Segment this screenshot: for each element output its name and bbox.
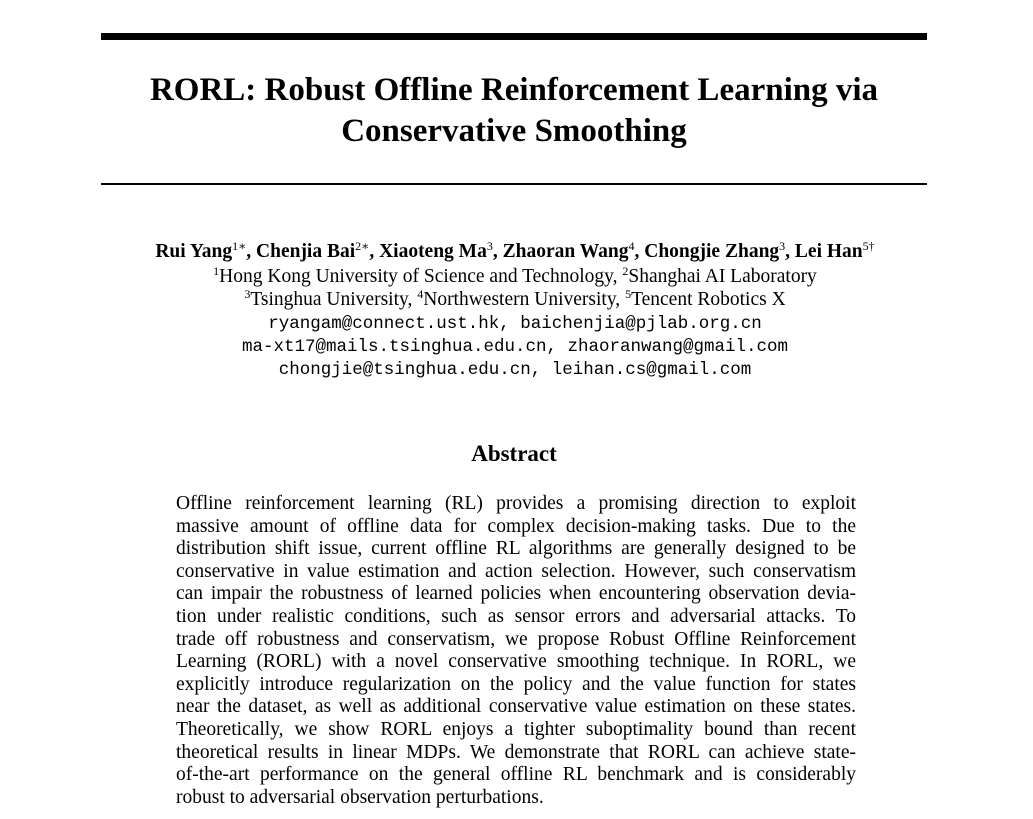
author-name: Rui Yang bbox=[155, 241, 233, 262]
affiliations-line-1 bbox=[60, 265, 970, 289]
abstract-line: Learning (RORL) with a novel conservative smoothing technique. In RORL, we bbox=[176, 651, 856, 673]
affiliation-name: Hong Kong University of Science and Technology, bbox=[219, 266, 623, 287]
top-rule bbox=[101, 33, 927, 40]
title-line-1: RORL: Robust Offline Reinforcement Learning via bbox=[149, 72, 879, 108]
paper-title bbox=[101, 70, 927, 152]
abstract-line: distribution shift issue, current offline RL algorithms are generally designed to be bbox=[176, 538, 856, 560]
affiliation-mark: 1 bbox=[213, 264, 220, 278]
email-line: ma-xt17@mails.tsinghua.edu.cn, zhaoranwang@gmail.com bbox=[241, 337, 789, 357]
author-name: Lei Han bbox=[794, 241, 863, 262]
affiliation-name: Shanghai AI Laboratory bbox=[628, 266, 817, 287]
affiliation-name: Tencent Robotics X bbox=[631, 289, 786, 310]
abstract-line: tion under realistic conditions, such as sensor errors and adversarial attacks. To bbox=[176, 605, 856, 627]
abstract-line: theoretical results in linear MDPs. We demonstrate that RORL can achieve state- bbox=[176, 741, 856, 763]
affiliation-mark: 2∗ bbox=[355, 239, 370, 253]
abstract-line: robust to adversarial observation perturbations. bbox=[176, 786, 544, 808]
affiliation-mark: 1 bbox=[232, 239, 239, 253]
affiliation-mark: 3 bbox=[486, 239, 493, 253]
abstract-body bbox=[176, 493, 856, 809]
abstract-line: explicitly introduce regularization on the policy and the value function for states bbox=[176, 673, 856, 695]
title-rule bbox=[101, 183, 927, 185]
affiliation-mark: 2 bbox=[622, 264, 629, 278]
author-separator: , bbox=[785, 241, 795, 262]
affiliation-mark: 4 bbox=[417, 287, 424, 301]
affiliations-line-2 bbox=[60, 288, 970, 312]
author-name: Xiaoteng Ma bbox=[379, 241, 487, 262]
email-line: chongjie@tsinghua.edu.cn, leihan.cs@gmail.com bbox=[278, 360, 752, 380]
affiliation-mark: 3 bbox=[779, 239, 786, 253]
email-line: ryangam@connect.ust.hk, baichenjia@pjlab.org.cn bbox=[268, 314, 762, 334]
abstract-line: near the dataset, as well as additional conservative value estimation on these states. bbox=[176, 696, 856, 718]
affiliation-mark: 4 bbox=[628, 239, 635, 253]
abstract-line: Theoretically, we show RORL enjoys a tighter suboptimality bound than recent bbox=[176, 718, 856, 740]
author-name: Zhaoran Wang bbox=[502, 241, 629, 262]
author-separator: , bbox=[246, 241, 252, 262]
affiliation-name: Northwestern University, bbox=[423, 289, 626, 310]
author-separator: , bbox=[369, 241, 380, 262]
abstract-line: can impair the robustness of learned policies when encountering observation devia- bbox=[176, 583, 856, 605]
author-separator: , bbox=[634, 241, 645, 262]
author-name: Chongjie Zhang bbox=[644, 241, 780, 262]
author-list bbox=[60, 240, 970, 264]
title-line-2: Conservative Smoothing bbox=[341, 113, 687, 149]
affiliation-mark: 5† bbox=[862, 239, 875, 253]
abstract-line: Offline reinforcement learning (RL) provides a promising direction to exploit bbox=[176, 493, 856, 514]
abstract-line: conservative in value estimation and action selection. However, such conservatism bbox=[176, 560, 856, 582]
affiliation-mark: 5 bbox=[625, 287, 632, 301]
abstract-line: massive amount of offline data for complex decision-making tasks. Due to the bbox=[176, 515, 856, 537]
author-name: Chenjia Bai bbox=[256, 241, 356, 262]
author-note-mark: ∗ bbox=[238, 239, 247, 253]
author-separator: , bbox=[492, 241, 503, 262]
affiliation-name: Tsinghua University, bbox=[250, 289, 418, 310]
abstract-line: trade off robustness and conservatism, we propose Robust Offline Reinforcement bbox=[176, 628, 856, 650]
affiliation-mark: 3 bbox=[244, 287, 251, 301]
abstract-line: of-the-art performance on the general offline RL benchmark and is considerably bbox=[176, 764, 856, 786]
abstract-heading: Abstract bbox=[471, 441, 557, 466]
